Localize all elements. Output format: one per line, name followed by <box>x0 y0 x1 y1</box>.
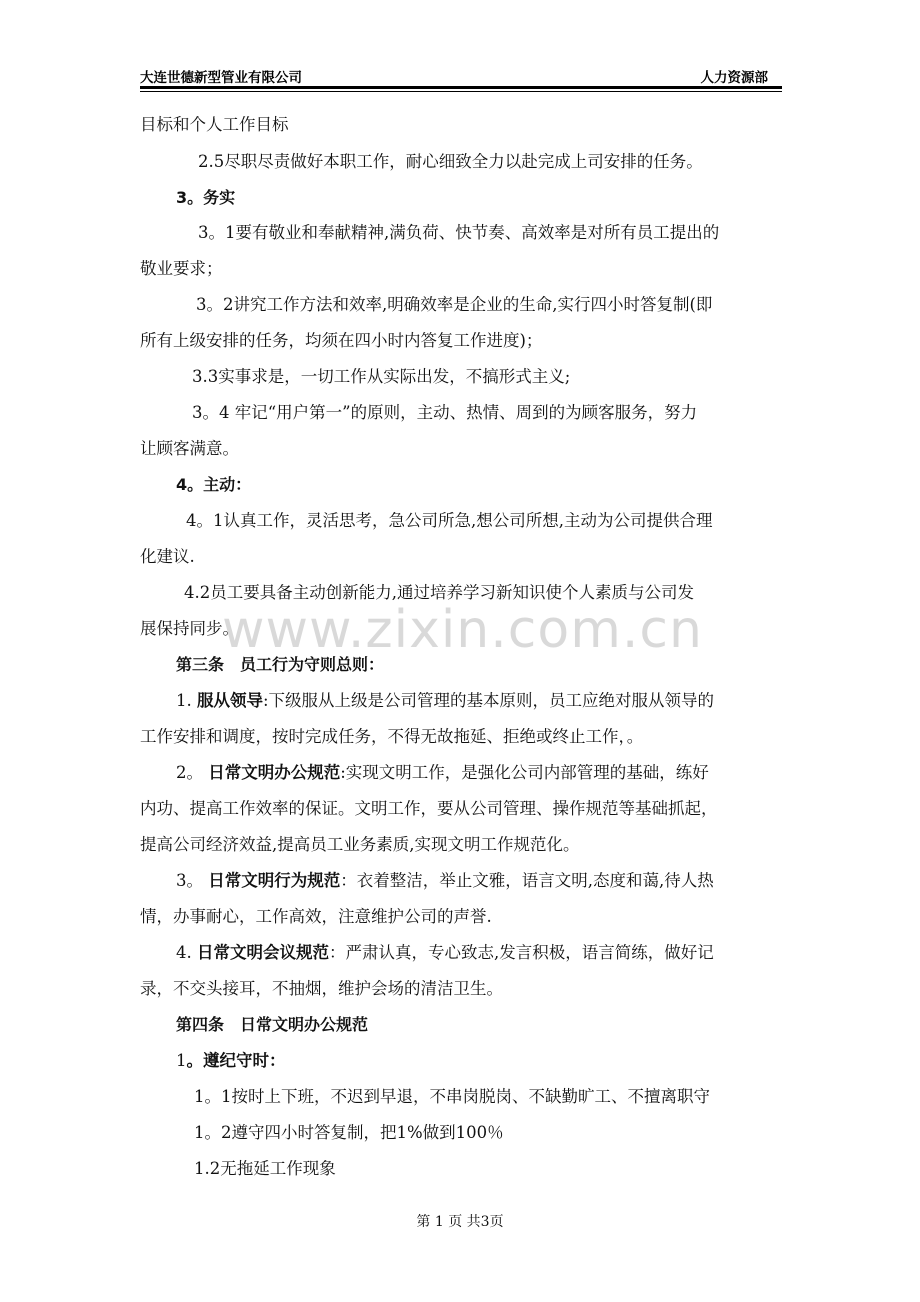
section-heading <box>176 1050 286 1072</box>
item-number: 3。 <box>176 871 203 890</box>
paragraph-line: 内功、提高工作效率的保证。文明工作，要从公司管理、操作规范等基础抓起， <box>140 799 718 818</box>
item-title: 。遵纪守时： <box>186 1051 286 1070</box>
article-heading: 第四条 日常文明办公规范 <box>176 1015 369 1034</box>
paragraph-line: 1.2无拖延工作现象 <box>194 1159 336 1178</box>
item-title: 日常文明行为规范 <box>208 871 341 890</box>
paragraph-line: 让顾客满意。 <box>140 439 239 458</box>
paragraph-line: 3。4 牢记“用户第一”的原则，主动、热情、周到的为顾客服务，努力 <box>192 403 698 422</box>
item-text: ：衣着整洁，举止文雅，语言文明,态度和蔼,待人热 <box>340 871 714 890</box>
item-number: 1. <box>176 691 192 710</box>
section-heading: 4。主动： <box>176 475 252 494</box>
paragraph-line: 情，办事耐心，工作高效，注意维护公司的声誉. <box>140 907 492 926</box>
paragraph-line: 敬业要求； <box>140 259 223 278</box>
paragraph-line <box>176 870 714 892</box>
paragraph-line: 4。1认真工作，灵活思考，急公司所急,想公司所想,主动为公司提供合理 <box>186 511 713 530</box>
paragraph-line <box>176 690 714 712</box>
paragraph-line: 2.5尽职尽责做好本职工作，耐心细致全力以赴完成上司安排的任务。 <box>198 152 703 171</box>
watermark: www.zixin.com.cn <box>222 600 703 660</box>
paragraph-line: 1。1按时上下班，不迟到早退，不串岗脱岗、不缺勤旷工、不擅离职守 <box>194 1087 710 1106</box>
paragraph-line: 提高公司经济效益,提高员工业务素质,实现文明工作规范化。 <box>140 835 580 854</box>
item-title: 日常文明会议规范 <box>197 943 329 962</box>
item-title: 服从领导 <box>197 691 263 710</box>
paragraph-line: 3。1要有敬业和奉献精神,满负荷、快节奏、高效率是对所有员工提出的 <box>198 223 720 242</box>
department-name: 人力资源部 <box>700 70 768 86</box>
paragraph-line: 所有上级安排的任务，均须在四小时内答复工作进度)； <box>140 331 543 350</box>
paragraph-line: 工作安排和调度，按时完成任务，不得无故拖延、拒绝或终止工作，。 <box>140 727 644 746</box>
paragraph-line <box>176 942 714 964</box>
item-text: ：严肃认真，专心致志,发言积极，语言简练，做好记 <box>329 943 714 962</box>
section-heading: 3。务实 <box>176 188 236 207</box>
company-name: 大连世德新型管业有限公司 <box>140 70 302 86</box>
item-title: 日常文明办公规范 <box>208 763 341 782</box>
paragraph-line: 化建议. <box>140 547 195 566</box>
page-header <box>140 66 782 88</box>
paragraph-line: 1。2遵守四小时答复制，把1%做到100％ <box>194 1123 504 1142</box>
item-number: 4. <box>176 943 192 962</box>
paragraph-line: 录，不交头接耳，不抽烟，维护会场的清洁卫生。 <box>140 979 503 998</box>
paragraph-line: 3。2讲究工作方法和效率,明确效率是企业的生命,实行四小时答复制(即 <box>196 295 713 314</box>
item-text: :下级服从上级是公司管理的基本原则，员工应绝对服从领导的 <box>263 691 715 710</box>
page-footer: 第 1 页 共3页 <box>416 1214 504 1230</box>
item-number: 2。 <box>176 763 203 782</box>
item-number: 1 <box>176 1051 187 1070</box>
paragraph-line: 目标和个人工作目标 <box>140 115 289 134</box>
paragraph-line: 4.2员工要具备主动创新能力,通过培养学习新知识使个人素质与公司发 <box>184 583 694 602</box>
item-text: :实现文明工作，是强化公司内部管理的基础，练好 <box>340 763 709 782</box>
article-heading: 第三条 员工行为守则总则： <box>176 655 385 674</box>
header-rule-thick <box>140 86 782 89</box>
paragraph-line: 展保持同步。 <box>140 619 239 638</box>
header-rule-thin <box>140 91 782 92</box>
paragraph-line: 3.3实事求是，一切工作从实际出发，不搞形式主义; <box>192 367 571 386</box>
paragraph-line <box>176 762 709 784</box>
